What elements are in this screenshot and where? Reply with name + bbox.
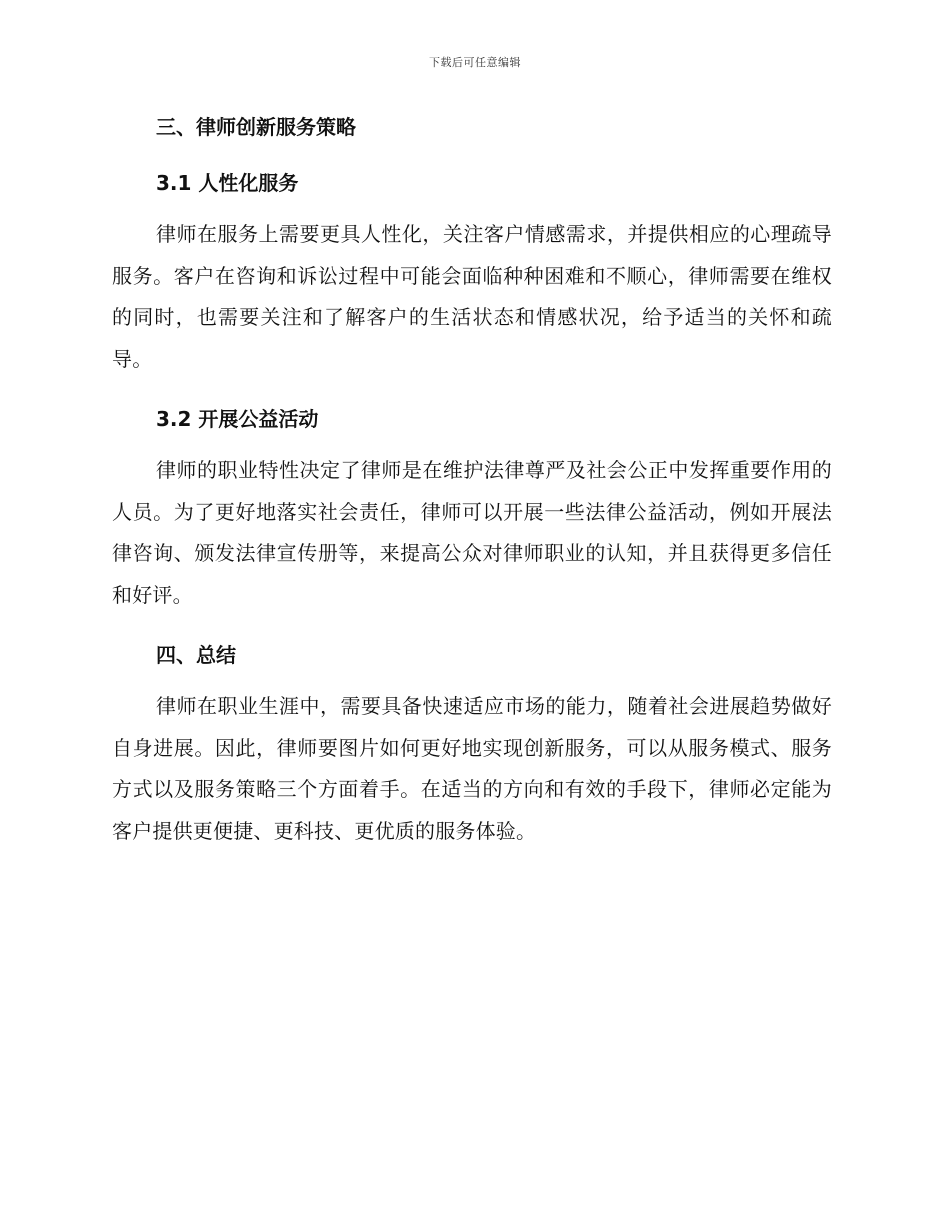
- document-body: [112, 108, 832, 852]
- subsection-3-1-heading: 3.1 人性化服务: [156, 171, 299, 195]
- subsection-3-2-paragraph: 律师的职业特性决定了律师是在维护法律尊严及社会公正中发挥重要作用的人员。为了更好地落实社会责任，律师可以开展一些法律公益活动，例如开展法律咨询、颁发法律宣传册等，来提高公众对律师职业的认知，并且获得更多信任和好评。: [112, 458, 832, 607]
- page-header: 下载后可任意编辑: [429, 56, 521, 69]
- section-3-heading: 三、律师创新服务策略: [156, 115, 356, 139]
- section-4-paragraph: 律师在职业生涯中，需要具备快速适应市场的能力，随着社会进展趋势做好自身进展。因此，律师要图片如何更好地实现创新服务，可以从服务模式、服务方式以及服务策略三个方面着手。在适当的方向和有效的手段下，律师必定能为客户提供更便捷、更科技、更优质的服务体验。: [112, 694, 832, 843]
- subsection-3-2-heading: 3.2 开展公益活动: [156, 407, 319, 431]
- section-4-heading: 四、总结: [156, 643, 236, 667]
- subsection-3-1-paragraph: 律师在服务上需要更具人性化，关注客户情感需求，并提供相应的心理疏导服务。客户在咨询和诉讼过程中可能会面临种种困难和不顺心，律师需要在维权的同时，也需要关注和了解客户的生活状态和情感状况，给予适当的关怀和疏导。: [112, 222, 832, 371]
